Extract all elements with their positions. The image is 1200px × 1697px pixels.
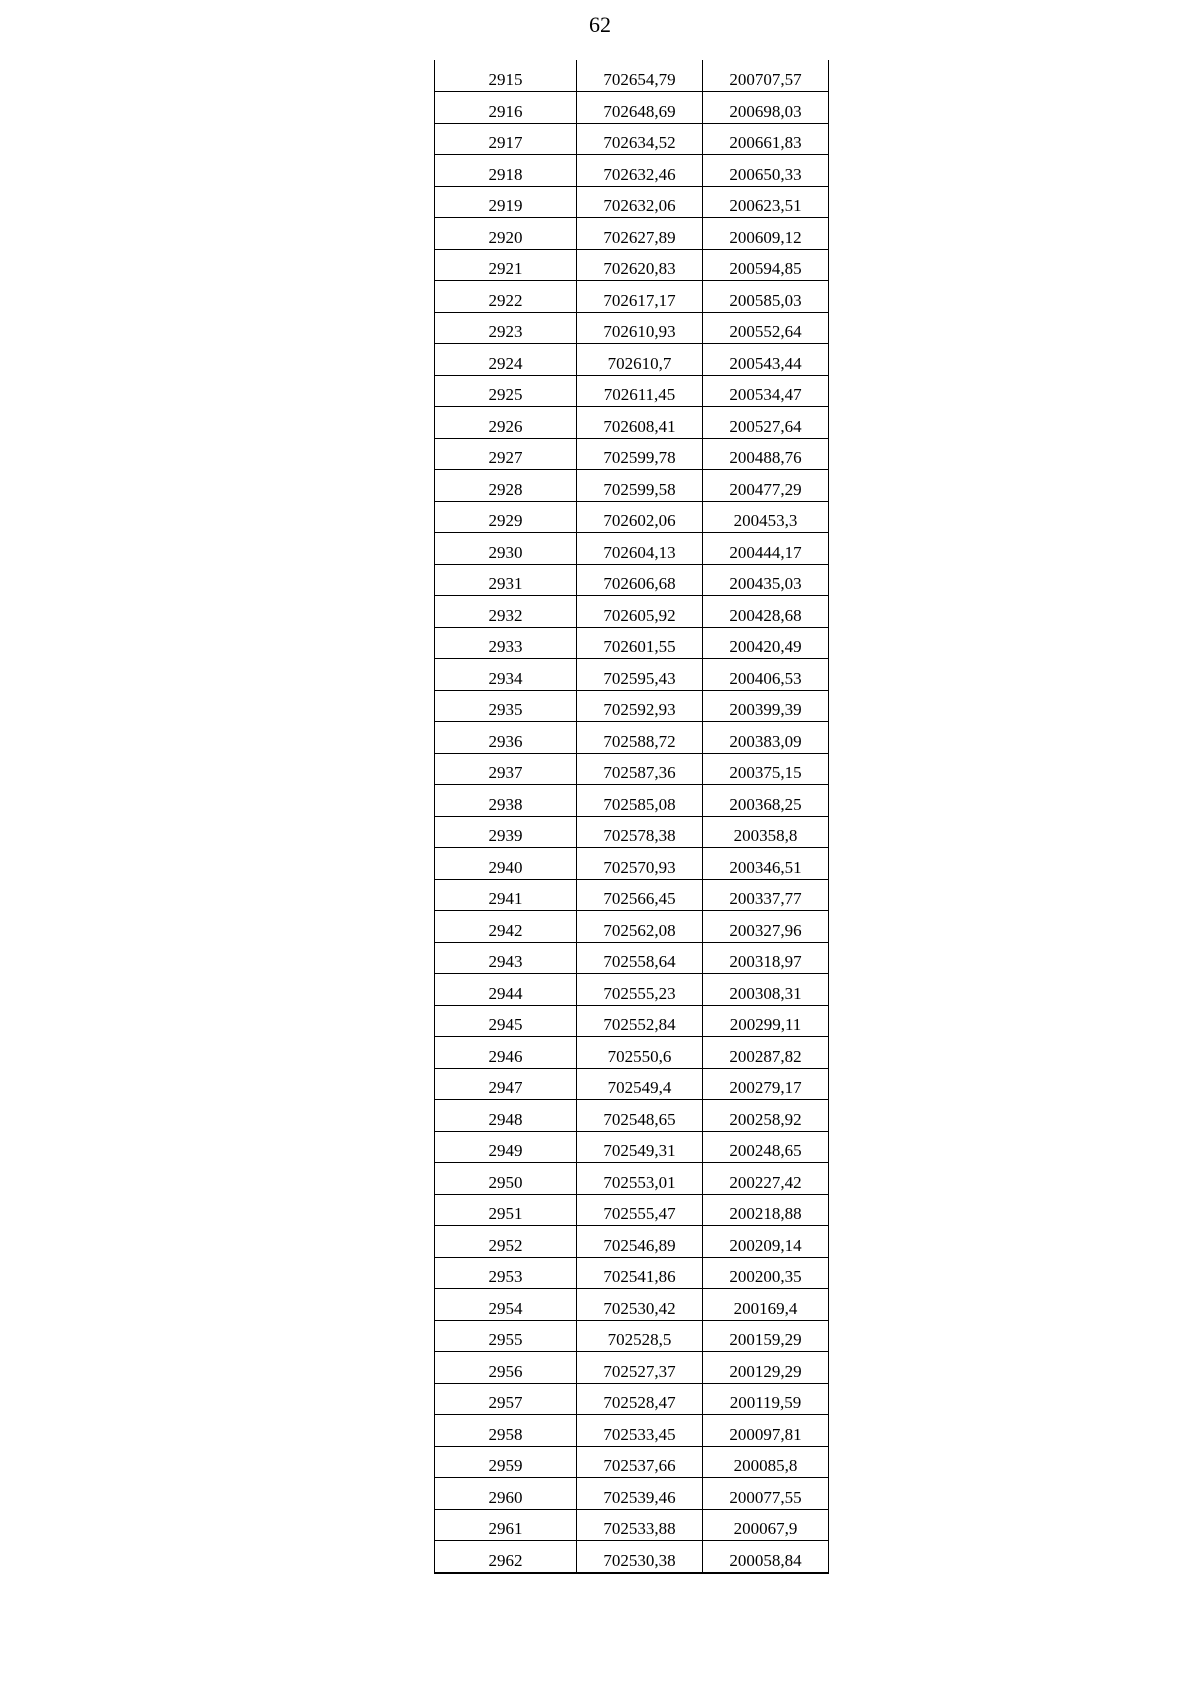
table-row (435, 281, 829, 313)
x-coordinate-cell: 702601,55 (577, 627, 703, 659)
x-coordinate-cell: 702599,78 (577, 438, 703, 470)
coordinates-table-body (435, 60, 829, 1573)
point-number-cell: 2928 (435, 470, 577, 502)
y-coordinate-cell: 200488,76 (703, 438, 829, 470)
x-coordinate-cell: 702632,06 (577, 186, 703, 218)
y-coordinate-cell: 200318,97 (703, 942, 829, 974)
point-number-cell: 2946 (435, 1037, 577, 1069)
y-coordinate-cell: 200218,88 (703, 1194, 829, 1226)
x-coordinate-cell: 702533,45 (577, 1415, 703, 1447)
table-row (435, 785, 829, 817)
point-number-cell: 2960 (435, 1478, 577, 1510)
point-number-cell: 2930 (435, 533, 577, 565)
point-number-cell: 2952 (435, 1226, 577, 1258)
table-row (435, 438, 829, 470)
point-number-cell: 2927 (435, 438, 577, 470)
point-number-cell: 2961 (435, 1509, 577, 1541)
table-row (435, 596, 829, 628)
x-coordinate-cell: 702530,42 (577, 1289, 703, 1321)
y-coordinate-cell: 200453,3 (703, 501, 829, 533)
table-row (435, 1478, 829, 1510)
table-row (435, 1100, 829, 1132)
table-row (435, 501, 829, 533)
x-coordinate-cell: 702599,58 (577, 470, 703, 502)
x-coordinate-cell: 702530,38 (577, 1541, 703, 1573)
x-coordinate-cell: 702528,5 (577, 1320, 703, 1352)
x-coordinate-cell: 702553,01 (577, 1163, 703, 1195)
y-coordinate-cell: 200077,55 (703, 1478, 829, 1510)
y-coordinate-cell: 200420,49 (703, 627, 829, 659)
y-coordinate-cell: 200609,12 (703, 218, 829, 250)
table-row (435, 816, 829, 848)
x-coordinate-cell: 702537,66 (577, 1446, 703, 1478)
x-coordinate-cell: 702549,31 (577, 1131, 703, 1163)
point-number-cell: 2915 (435, 60, 577, 92)
point-number-cell: 2936 (435, 722, 577, 754)
x-coordinate-cell: 702550,6 (577, 1037, 703, 1069)
table-row (435, 60, 829, 92)
table-row (435, 1226, 829, 1258)
x-coordinate-cell: 702539,46 (577, 1478, 703, 1510)
table-row (435, 1352, 829, 1384)
x-coordinate-cell: 702555,23 (577, 974, 703, 1006)
table-row (435, 1446, 829, 1478)
y-coordinate-cell: 200308,31 (703, 974, 829, 1006)
point-number-cell: 2931 (435, 564, 577, 596)
x-coordinate-cell: 702605,92 (577, 596, 703, 628)
table-row (435, 1509, 829, 1541)
x-coordinate-cell: 702528,47 (577, 1383, 703, 1415)
table-row (435, 312, 829, 344)
point-number-cell: 2923 (435, 312, 577, 344)
table-row (435, 92, 829, 124)
y-coordinate-cell: 200399,39 (703, 690, 829, 722)
x-coordinate-cell: 702592,93 (577, 690, 703, 722)
table-row (435, 659, 829, 691)
x-coordinate-cell: 702527,37 (577, 1352, 703, 1384)
table-row (435, 1257, 829, 1289)
x-coordinate-cell: 702555,47 (577, 1194, 703, 1226)
y-coordinate-cell: 200169,4 (703, 1289, 829, 1321)
x-coordinate-cell: 702617,17 (577, 281, 703, 313)
x-coordinate-cell: 702549,4 (577, 1068, 703, 1100)
y-coordinate-cell: 200428,68 (703, 596, 829, 628)
point-number-cell: 2924 (435, 344, 577, 376)
coordinates-table (434, 60, 829, 1574)
y-coordinate-cell: 200435,03 (703, 564, 829, 596)
y-coordinate-cell: 200383,09 (703, 722, 829, 754)
point-number-cell: 2959 (435, 1446, 577, 1478)
point-number-cell: 2955 (435, 1320, 577, 1352)
point-number-cell: 2943 (435, 942, 577, 974)
y-coordinate-cell: 200527,64 (703, 407, 829, 439)
table-row (435, 1415, 829, 1447)
y-coordinate-cell: 200698,03 (703, 92, 829, 124)
x-coordinate-cell: 702627,89 (577, 218, 703, 250)
y-coordinate-cell: 200594,85 (703, 249, 829, 281)
point-number-cell: 2953 (435, 1257, 577, 1289)
point-number-cell: 2922 (435, 281, 577, 313)
x-coordinate-cell: 702558,64 (577, 942, 703, 974)
y-coordinate-cell: 200129,29 (703, 1352, 829, 1384)
point-number-cell: 2947 (435, 1068, 577, 1100)
point-number-cell: 2939 (435, 816, 577, 848)
x-coordinate-cell: 702608,41 (577, 407, 703, 439)
y-coordinate-cell: 200337,77 (703, 879, 829, 911)
x-coordinate-cell: 702648,69 (577, 92, 703, 124)
y-coordinate-cell: 200209,14 (703, 1226, 829, 1258)
point-number-cell: 2937 (435, 753, 577, 785)
point-number-cell: 2942 (435, 911, 577, 943)
y-coordinate-cell: 200200,35 (703, 1257, 829, 1289)
x-coordinate-cell: 702548,65 (577, 1100, 703, 1132)
point-number-cell: 2933 (435, 627, 577, 659)
x-coordinate-cell: 702546,89 (577, 1226, 703, 1258)
x-coordinate-cell: 702595,43 (577, 659, 703, 691)
table-row (435, 1005, 829, 1037)
y-coordinate-cell: 200058,84 (703, 1541, 829, 1573)
table-row (435, 1131, 829, 1163)
x-coordinate-cell: 702611,45 (577, 375, 703, 407)
x-coordinate-cell: 702610,7 (577, 344, 703, 376)
point-number-cell: 2957 (435, 1383, 577, 1415)
point-number-cell: 2932 (435, 596, 577, 628)
point-number-cell: 2940 (435, 848, 577, 880)
y-coordinate-cell: 200159,29 (703, 1320, 829, 1352)
point-number-cell: 2929 (435, 501, 577, 533)
point-number-cell: 2941 (435, 879, 577, 911)
y-coordinate-cell: 200119,59 (703, 1383, 829, 1415)
table-row (435, 1541, 829, 1573)
y-coordinate-cell: 200650,33 (703, 155, 829, 187)
y-coordinate-cell: 200552,64 (703, 312, 829, 344)
point-number-cell: 2935 (435, 690, 577, 722)
y-coordinate-cell: 200287,82 (703, 1037, 829, 1069)
table-row (435, 470, 829, 502)
table-row (435, 911, 829, 943)
point-number-cell: 2919 (435, 186, 577, 218)
y-coordinate-cell: 200368,25 (703, 785, 829, 817)
table-row (435, 627, 829, 659)
x-coordinate-cell: 702566,45 (577, 879, 703, 911)
y-coordinate-cell: 200406,53 (703, 659, 829, 691)
x-coordinate-cell: 702602,06 (577, 501, 703, 533)
y-coordinate-cell: 200258,92 (703, 1100, 829, 1132)
y-coordinate-cell: 200346,51 (703, 848, 829, 880)
x-coordinate-cell: 702606,68 (577, 564, 703, 596)
table-row (435, 722, 829, 754)
table-row (435, 879, 829, 911)
table-row (435, 1068, 829, 1100)
y-coordinate-cell: 200707,57 (703, 60, 829, 92)
table-row (435, 218, 829, 250)
x-coordinate-cell: 702620,83 (577, 249, 703, 281)
x-coordinate-cell: 702541,86 (577, 1257, 703, 1289)
table-row (435, 753, 829, 785)
x-coordinate-cell: 702604,13 (577, 533, 703, 565)
table-row (435, 123, 829, 155)
table-row (435, 1163, 829, 1195)
table-row (435, 564, 829, 596)
point-number-cell: 2950 (435, 1163, 577, 1195)
table-row (435, 942, 829, 974)
table-row (435, 1037, 829, 1069)
y-coordinate-cell: 200085,8 (703, 1446, 829, 1478)
point-number-cell: 2948 (435, 1100, 577, 1132)
x-coordinate-cell: 702578,38 (577, 816, 703, 848)
point-number-cell: 2951 (435, 1194, 577, 1226)
x-coordinate-cell: 702585,08 (577, 785, 703, 817)
table-row (435, 344, 829, 376)
x-coordinate-cell: 702562,08 (577, 911, 703, 943)
point-number-cell: 2917 (435, 123, 577, 155)
table-row (435, 186, 829, 218)
point-number-cell: 2956 (435, 1352, 577, 1384)
table-row (435, 1320, 829, 1352)
x-coordinate-cell: 702588,72 (577, 722, 703, 754)
y-coordinate-cell: 200585,03 (703, 281, 829, 313)
y-coordinate-cell: 200623,51 (703, 186, 829, 218)
y-coordinate-cell: 200444,17 (703, 533, 829, 565)
table-row (435, 690, 829, 722)
table-row (435, 848, 829, 880)
point-number-cell: 2938 (435, 785, 577, 817)
point-number-cell: 2921 (435, 249, 577, 281)
table-row (435, 1194, 829, 1226)
y-coordinate-cell: 200299,11 (703, 1005, 829, 1037)
y-coordinate-cell: 200375,15 (703, 753, 829, 785)
table-row (435, 533, 829, 565)
point-number-cell: 2916 (435, 92, 577, 124)
table-row (435, 249, 829, 281)
page-number: 62 (589, 12, 611, 37)
y-coordinate-cell: 200358,8 (703, 816, 829, 848)
table-row (435, 375, 829, 407)
y-coordinate-cell: 200661,83 (703, 123, 829, 155)
point-number-cell: 2925 (435, 375, 577, 407)
y-coordinate-cell: 200227,42 (703, 1163, 829, 1195)
y-coordinate-cell: 200534,47 (703, 375, 829, 407)
x-coordinate-cell: 702632,46 (577, 155, 703, 187)
y-coordinate-cell: 200543,44 (703, 344, 829, 376)
point-number-cell: 2958 (435, 1415, 577, 1447)
table-row (435, 155, 829, 187)
x-coordinate-cell: 702587,36 (577, 753, 703, 785)
x-coordinate-cell: 702610,93 (577, 312, 703, 344)
x-coordinate-cell: 702570,93 (577, 848, 703, 880)
table-row (435, 1289, 829, 1321)
y-coordinate-cell: 200279,17 (703, 1068, 829, 1100)
point-number-cell: 2944 (435, 974, 577, 1006)
table-row (435, 974, 829, 1006)
y-coordinate-cell: 200067,9 (703, 1509, 829, 1541)
x-coordinate-cell: 702634,52 (577, 123, 703, 155)
x-coordinate-cell: 702552,84 (577, 1005, 703, 1037)
y-coordinate-cell: 200327,96 (703, 911, 829, 943)
point-number-cell: 2918 (435, 155, 577, 187)
point-number-cell: 2949 (435, 1131, 577, 1163)
point-number-cell: 2945 (435, 1005, 577, 1037)
y-coordinate-cell: 200097,81 (703, 1415, 829, 1447)
point-number-cell: 2934 (435, 659, 577, 691)
point-number-cell: 2926 (435, 407, 577, 439)
table-row (435, 407, 829, 439)
table-row (435, 1383, 829, 1415)
x-coordinate-cell: 702654,79 (577, 60, 703, 92)
x-coordinate-cell: 702533,88 (577, 1509, 703, 1541)
y-coordinate-cell: 200477,29 (703, 470, 829, 502)
y-coordinate-cell: 200248,65 (703, 1131, 829, 1163)
point-number-cell: 2954 (435, 1289, 577, 1321)
point-number-cell: 2962 (435, 1541, 577, 1573)
point-number-cell: 2920 (435, 218, 577, 250)
